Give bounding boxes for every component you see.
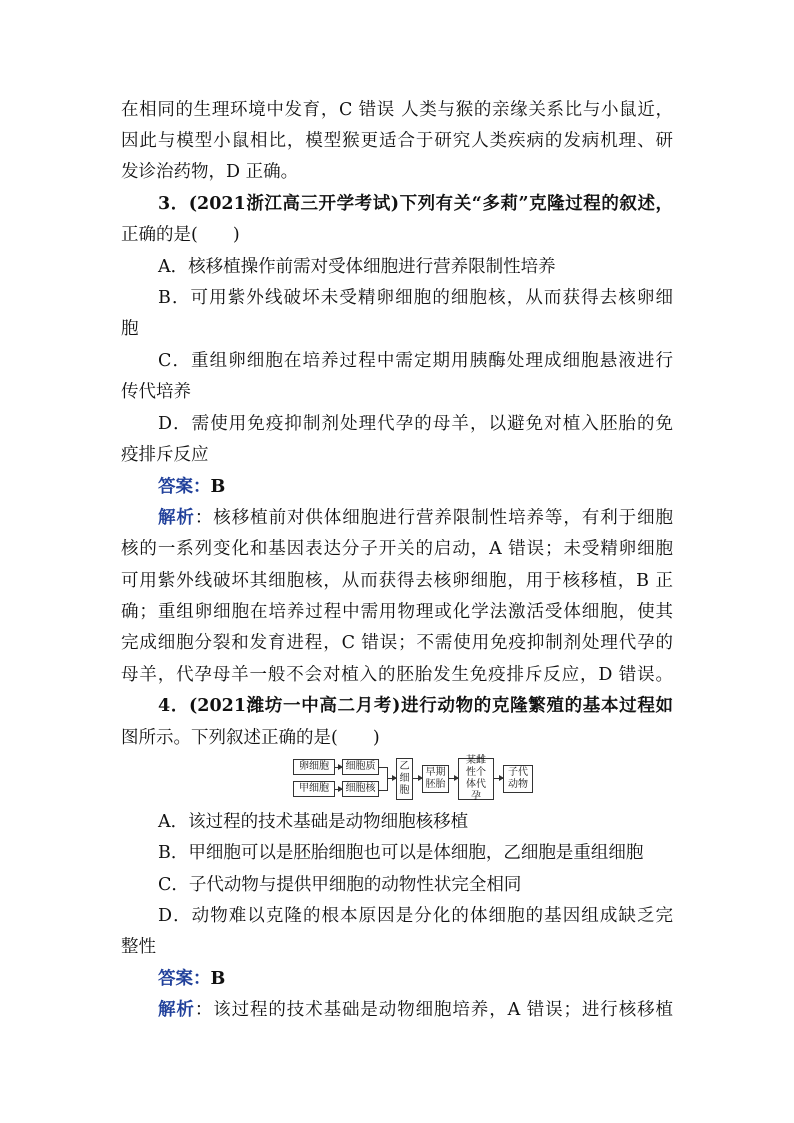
question-4-option-b: B．甲细胞可以是胚胎细胞也可以是体细胞，乙细胞是重组细胞 [158,843,644,863]
question-3-option-b: B．可用紫外线破坏未受精卵细胞的细胞核，从而获得去核卵细 [158,288,673,308]
question-3-option-c-cont: 传代培养 [121,382,191,402]
answer-label: 答案： [158,477,211,497]
nucleus-box: 细胞核 [342,781,379,797]
text-line: 发诊治药物，D 正确。 [121,162,299,182]
question-3-analysis: 解析：核移植前对供体细胞进行营养限制性培养等，有利于细胞 [158,508,674,528]
cytoplasm-box: 细胞质 [342,759,379,775]
analysis-label: 解析 [158,508,195,528]
analysis-line: 完成细胞分裂和发育进程，C 错误；不需使用免疫抑制剂处理代孕的 [121,633,673,653]
merge-bracket [379,767,388,791]
answer-label: 答案： [158,969,211,989]
yi-cell-box: 乙细胞 [396,758,413,800]
analysis-line: 核的一系列变化和基因表达分子开关的启动，A 错误；未受精卵细胞 [121,539,673,559]
answer-value: B [210,969,226,989]
early-embryo-box: 早期胚胎 [422,765,449,793]
cloning-flow-diagram [293,756,541,802]
question-4-option-d: D．动物难以克隆的根本原因是分化的体细胞的基因组成缺乏完 [158,906,673,926]
analysis-line: 确；重组卵细胞在培养过程中需用物理或化学法激活受体细胞，使其 [121,602,673,622]
arrow [335,767,342,768]
analysis-line: 可用紫外线破坏其细胞核，从而获得去核卵细胞，用于核移植，B 正 [121,571,673,591]
question-4-option-a: A．该过程的技术基础是动物细胞核移植 [158,812,469,832]
jia-cell-box: 甲细胞 [293,781,335,797]
arrow [413,778,422,779]
question-3-stem-cont: 正确的是( ) [121,225,240,245]
egg-cell-box: 卵细胞 [293,759,335,775]
question-3-option-c: C．重组卵细胞在培养过程中需定期用胰酶处理成细胞悬液进行 [158,351,673,371]
arrow [494,778,503,779]
arrow [335,789,342,790]
question-4-answer [0,967,794,991]
offspring-box: 子代动物 [503,765,533,793]
question-3-option-a: A．核移植操作前需对受体细胞进行营养限制性培养 [158,257,556,277]
question-3-option-d: D．需使用免疫抑制剂处理代孕的母羊，以避免对植入胚胎的免 [158,414,673,434]
question-3-option-b-cont: 胞 [121,319,139,339]
question-4-option-d-cont: 整性 [121,937,156,957]
text-line: 因此与模型小鼠相比，模型猴更适合于研究人类疾病的发病机理、研 [121,131,673,151]
question-3-stem: 3．(2021浙江高三开学考试)下列有关“多莉”克隆过程的叙述， [158,194,673,214]
arrow [449,778,458,779]
question-3-answer [0,475,794,499]
question-4-stem-cont: 图所示。下列叙述正确的是( ) [121,728,380,748]
analysis-label: 解析 [158,1000,195,1020]
analysis-line: 母羊，代孕母羊一般不会对植入的胚胎发生免疫排斥反应，D 错误。 [121,665,673,685]
question-3-option-d-cont: 疫排斥反应 [121,445,209,465]
question-4-option-c: C．子代动物与提供甲细胞的动物性状完全相同 [158,875,522,895]
answer-value: B [210,477,226,497]
surrogate-box: 某雌性个体代孕 [458,758,494,800]
text-line: 在相同的生理环境中发育，C 错误 人类与猴的亲缘关系比与小鼠近， [121,100,673,120]
arrow [387,778,396,779]
question-4-stem: 4．(2021潍坊一中高二月考)进行动物的克隆繁殖的基本过程如 [158,696,673,716]
question-4-analysis: 解析：该过程的技术基础是动物细胞培养，A 错误；进行核移植 [158,1000,674,1020]
